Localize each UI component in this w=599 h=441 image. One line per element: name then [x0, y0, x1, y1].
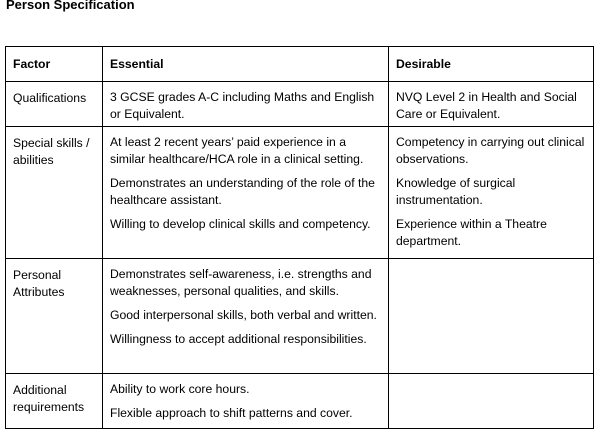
table-row-qualifications — [6, 82, 594, 127]
essential-item: 3 GCSE grades A-C including Maths and English or Equivalent. — [110, 90, 375, 121]
header-essential: Essential — [103, 47, 389, 82]
table-header-row — [6, 47, 594, 82]
essential-cell — [103, 374, 389, 429]
desirable-cell — [389, 127, 594, 259]
table-row-personal-attributes — [6, 259, 594, 374]
essential-item: Willing to develop clinical skills and competency. — [110, 217, 371, 231]
desirable-item: Knowledge of surgical instrumentation. — [396, 176, 516, 207]
factor-label: Additional requirements — [13, 383, 85, 414]
factor-label: Qualifications — [13, 91, 87, 105]
page-title: Person Specification — [6, 0, 135, 12]
essential-item: Flexible approach to shift patterns and cover. — [110, 406, 353, 420]
factor-cell — [6, 82, 103, 127]
desirable-item: Competency in carrying out clinical observations. — [396, 135, 585, 166]
essential-cell — [103, 127, 389, 259]
factor-cell — [6, 374, 103, 429]
factor-cell — [6, 127, 103, 259]
essential-item: Demonstrates an understanding of the role of the healthcare assistant. — [110, 176, 375, 207]
essential-item: Good interpersonal skills, both verbal and written. — [110, 308, 377, 322]
essential-item: Ability to work core hours. — [110, 382, 250, 396]
header-desirable: Desirable — [389, 47, 594, 82]
factor-label: Personal Attributes — [13, 268, 65, 299]
desirable-cell — [389, 259, 594, 374]
table-row-additional-requirements — [6, 374, 594, 429]
essential-item: At least 2 recent years’ paid experience in a similar healthcare/HCA role in a clinical setting. — [110, 135, 364, 166]
desirable-item: NVQ Level 2 in Health and Social Care or Equivalent. — [396, 90, 577, 121]
desirable-cell — [389, 82, 594, 127]
person-specification-table — [5, 46, 594, 429]
factor-label: Special skills / abilities — [13, 136, 90, 167]
essential-item: Demonstrates self-awareness, i.e. strengths and weaknesses, personal qualities, and skills. — [110, 267, 372, 298]
header-factor: Factor — [6, 47, 103, 82]
desirable-cell — [389, 374, 594, 429]
essential-cell — [103, 259, 389, 374]
factor-cell — [6, 259, 103, 374]
essential-item: Willingness to accept additional responsibilities. — [110, 332, 367, 346]
table-row-special-skills — [6, 127, 594, 259]
desirable-item: Experience within a Theatre department. — [396, 217, 547, 248]
essential-cell — [103, 82, 389, 127]
